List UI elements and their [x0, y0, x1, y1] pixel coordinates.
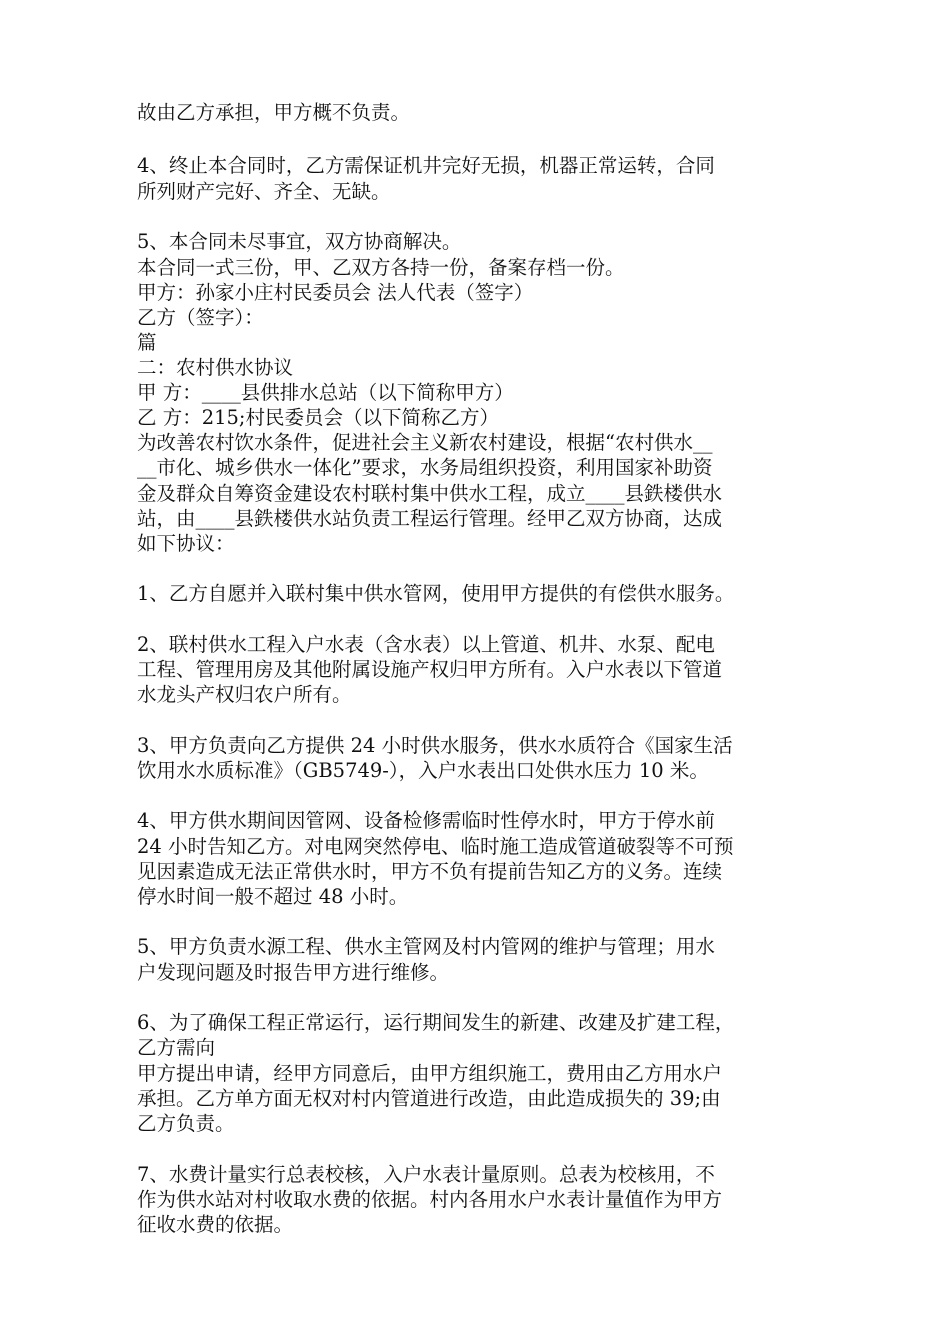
- text-line: 征收水费的依据。: [137, 1213, 294, 1236]
- text-line: 如下协议：: [137, 532, 235, 555]
- section-marker: 篇: [137, 331, 157, 354]
- text-line: 饮用水水质标准》（GB5749-），入户水表出口处供水压力 10 米。: [137, 759, 709, 782]
- clause-4: 4、甲方供水期间因管网、设备检修需临时性停水时，甲方于停水前: [137, 809, 715, 832]
- text-line: 故由乙方承担，甲方概不负责。: [137, 101, 411, 124]
- clause-5: 5、甲方负责水源工程、供水主管网及村内管网的维护与管理；用水: [137, 935, 715, 958]
- signature-line-party-b: 乙方（签字）：: [137, 306, 264, 329]
- text-line: 停水时间一般不超过 48 小时。: [137, 885, 409, 908]
- clause-2: 2、联村供水工程入户水表（含水表）以上管道、机井、水泵、配电: [137, 633, 715, 656]
- text-line: 24 小时告知乙方。对电网突然停电、临时施工造成管道破裂等不可预: [137, 835, 734, 858]
- text-line: 作为供水站对村收取水费的依据。村内各用水户水表计量值作为甲方: [137, 1188, 723, 1211]
- text-line: 本合同一式三份，甲、乙双方各持一份，备案存档一份。: [137, 256, 625, 279]
- text-line: 站，由____县鉄楼供水站负责工程运行管理。经甲乙双方协商，达成: [137, 507, 723, 530]
- text-line: 金及群众自筹资金建设农村联村集中供水工程，成立____县鉄楼供水: [137, 482, 723, 505]
- text-line: 4、终止本合同时，乙方需保证机井完好无损，机器正常运转，合同: [137, 154, 715, 177]
- text-line: 乙方需向: [137, 1036, 216, 1059]
- text-line: 见因素造成无法正常供水时，甲方不负有提前告知乙方的义务。连续: [137, 860, 723, 883]
- text-line: 水龙头产权归农户所有。: [137, 683, 352, 706]
- party-a-line: 甲 方：____县供排水总站（以下简称甲方）: [137, 381, 514, 404]
- signature-line-party-a: 甲方：孙家小庄村民委员会 法人代表（签字）: [137, 281, 534, 304]
- text-line: 为改善农村饮水条件，促进社会主义新农村建设，根据“农村供水__: [137, 431, 713, 454]
- section-title: 二：农村供水协议: [137, 356, 294, 379]
- clause-3: 3、甲方负责向乙方提供 24 小时供水服务，供水水质符合《国家生活: [137, 734, 733, 757]
- text-line: 5、本合同未尽事宜，双方协商解决。: [137, 230, 462, 253]
- text-line: 甲方提出申请，经甲方同意后，由甲方组织施工，费用由乙方用水户: [137, 1062, 723, 1085]
- text-line: 乙方负责。: [137, 1112, 235, 1135]
- clause-1: 1、乙方自愿并入联村集中供水管网，使用甲方提供的有偿供水服务。: [137, 582, 735, 605]
- clause-6: 6、为了确保工程正常运行，运行期间发生的新建、改建及扩建工程，: [137, 1011, 735, 1034]
- text-line: 工程、管理用房及其他附属设施产权归甲方所有。入户水表以下管道: [137, 658, 723, 681]
- party-b-line: 乙 方：215;村民委员会（以下简称乙方）: [137, 406, 499, 429]
- text-line: 户发现问题及时报告甲方进行维修。: [137, 961, 450, 984]
- text-line: 所列财产完好、齐全、无缺。: [137, 180, 391, 203]
- text-line: 承担。乙方单方面无权对村内管道进行改造，由此造成损失的 39;由: [137, 1087, 721, 1110]
- text-line: __市化、城乡供水一体化”要求，水务局组织投资，利用国家补助资: [137, 456, 713, 479]
- clause-7: 7、水费计量实行总表校核，入户水表计量原则。总表为校核用，不: [137, 1163, 715, 1186]
